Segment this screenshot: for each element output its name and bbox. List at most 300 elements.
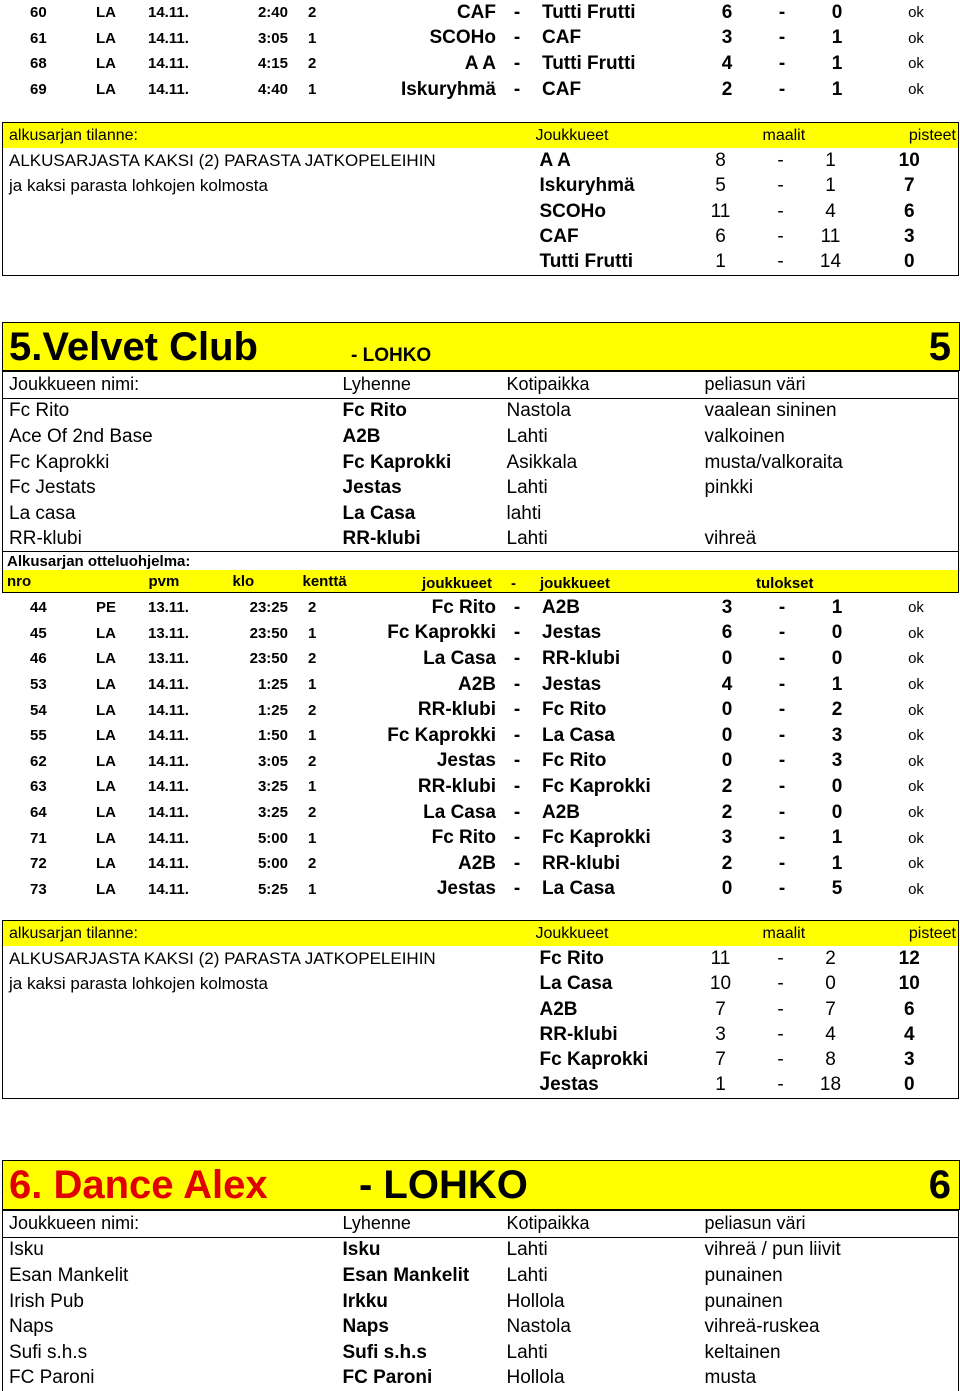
match-row	[0, 723, 960, 749]
match-status: ok	[908, 701, 924, 719]
match-field: 2	[308, 855, 317, 873]
match-away-team: Tutti Frutti	[542, 52, 636, 74]
match-nro: 69	[30, 81, 47, 99]
standings-row	[3, 199, 959, 224]
score-dash: -	[778, 622, 786, 644]
team-color: vihreä-ruskea	[704, 1316, 820, 1338]
match-nro: 61	[30, 29, 47, 47]
team-name: Fc Jestats	[9, 477, 96, 499]
match-status: ok	[908, 650, 924, 668]
match-home-team: A2B	[457, 673, 496, 695]
match-field: 1	[308, 727, 317, 745]
match-field: 2	[308, 650, 317, 668]
match-home-team: CAF	[456, 1, 496, 23]
score-dash: -	[778, 801, 786, 823]
score-dash: -	[778, 775, 786, 797]
match-home-goals: 6	[721, 1, 733, 23]
match-away-goals: 5	[831, 878, 843, 900]
team-row	[3, 424, 959, 450]
match-dash: -	[513, 750, 521, 772]
col-tulokset: tulokset	[756, 575, 814, 592]
lohko-5-title-bar	[2, 322, 960, 371]
standings-goals-against: 0	[825, 973, 836, 995]
match-dash: -	[513, 647, 521, 669]
team-row	[3, 398, 959, 424]
match-row	[0, 697, 960, 723]
match-day: LA	[96, 701, 116, 719]
match-time: 23:50	[249, 650, 288, 668]
team-name: Isku	[9, 1239, 44, 1261]
standings-goals-for: 1	[715, 1074, 726, 1096]
team-color-header: peliasun väri	[699, 372, 959, 399]
match-away-goals: 0	[831, 775, 843, 797]
standings-goals-header: maalit	[761, 921, 861, 947]
standings-goals-against: 1	[825, 175, 836, 197]
match-nro: 63	[30, 778, 47, 796]
team-short: Esan Mankelit	[342, 1264, 470, 1286]
match-nro: 62	[30, 752, 47, 770]
match-status: ok	[908, 880, 924, 898]
standings-points: 7	[903, 175, 915, 197]
match-field: 2	[308, 55, 317, 73]
score-dash: -	[778, 78, 786, 100]
match-day: LA	[96, 880, 116, 898]
lohko-5-title: 5.Velvet Club	[9, 325, 258, 369]
match-date: 14.11.	[148, 880, 189, 898]
match-nro: 54	[30, 701, 47, 719]
standings-goals-against: 18	[819, 1074, 842, 1096]
standings-blank	[3, 1022, 536, 1047]
match-home-goals: 0	[721, 724, 733, 746]
match-dash: -	[513, 852, 521, 874]
standings-team: CAF	[539, 225, 579, 247]
match-date: 14.11.	[148, 55, 189, 73]
match-status: ok	[908, 81, 924, 99]
standings-note: ja kaksi parasta lohkojen kolmosta	[9, 176, 268, 196]
match-date: 14.11.	[148, 752, 189, 770]
match-date: 14.11.	[148, 778, 189, 796]
standings-goals-for: 8	[715, 149, 726, 171]
match-day: LA	[96, 855, 116, 873]
match-away-team: La Casa	[542, 724, 615, 746]
match-day: LA	[96, 55, 116, 73]
standings-team: Jestas	[539, 1074, 599, 1096]
match-away-goals: 0	[831, 622, 843, 644]
standings-dash: -	[777, 998, 784, 1020]
standings-row	[3, 224, 959, 249]
match-away-goals: 0	[831, 801, 843, 823]
team-color: vihreä / pun liivit	[704, 1239, 841, 1261]
standings-note: ALKUSARJASTA KAKSI (2) PARASTA JATKOPELEIHIN	[9, 150, 436, 170]
team-color: valkoinen	[704, 425, 785, 447]
match-away-team: Tutti Frutti	[542, 1, 636, 23]
match-dash: -	[513, 699, 521, 721]
team-short: Isku	[342, 1239, 381, 1261]
team-row	[3, 1289, 959, 1315]
match-date: 13.11.	[148, 599, 189, 617]
standings-goals-for: 1	[715, 251, 726, 273]
match-date: 14.11.	[148, 81, 189, 99]
match-status: ok	[908, 804, 924, 822]
match-date: 14.11.	[148, 701, 189, 719]
match-dash: -	[513, 52, 521, 74]
match-field: 2	[308, 701, 317, 719]
standings-points-header: pisteet	[861, 921, 959, 947]
match-time: 23:25	[249, 599, 288, 617]
team-short: Fc Kaprokki	[342, 451, 452, 473]
match-row	[0, 621, 960, 647]
standings-points: 0	[903, 1074, 915, 1096]
match-time: 3:25	[257, 778, 288, 796]
match-time: 2:40	[257, 4, 288, 22]
standings-team: Iskuryhmä	[539, 175, 635, 197]
match-day: LA	[96, 676, 116, 694]
lohko-5-standings-table	[2, 920, 959, 1099]
team-name: Esan Mankelit	[9, 1264, 129, 1286]
standings-points: 4	[903, 1023, 915, 1045]
match-field: 1	[308, 624, 317, 642]
lohko-5-suffix: - LOHKO	[351, 345, 432, 366]
match-time: 4:40	[257, 81, 288, 99]
standings-label: alkusarjan tilanne:	[3, 921, 536, 947]
standings-goals-for: 6	[715, 225, 726, 247]
match-home-team: La Casa	[423, 647, 496, 669]
match-day: LA	[96, 752, 116, 770]
match-away-goals: 0	[831, 1, 843, 23]
match-nro: 60	[30, 4, 47, 22]
match-nro: 71	[30, 829, 47, 847]
lohko-6-suffix: - LOHKO	[359, 1163, 528, 1207]
standings-points: 10	[898, 149, 920, 171]
match-away-goals: 3	[831, 724, 843, 746]
match-dash: -	[513, 724, 521, 746]
team-row	[3, 527, 959, 553]
standings-blank	[3, 1073, 536, 1099]
match-away-goals: 1	[831, 27, 843, 49]
standings-table-previous	[2, 122, 959, 276]
match-row	[0, 672, 960, 698]
standings-goals-for: 10	[709, 973, 732, 995]
match-nro: 72	[30, 855, 47, 873]
match-home-goals: 3	[721, 827, 733, 849]
score-dash: -	[778, 596, 786, 618]
team-color-header: peliasun väri	[699, 1211, 959, 1238]
match-time: 4:15	[257, 55, 288, 73]
standings-points: 3	[903, 1049, 915, 1071]
standings-row	[3, 174, 959, 199]
team-home: Nastola	[506, 400, 571, 422]
match-home-team: Fc Kaprokki	[387, 724, 496, 746]
match-field: 1	[308, 29, 317, 47]
match-day: LA	[96, 624, 116, 642]
standings-points: 6	[903, 200, 915, 222]
match-time: 1:25	[257, 676, 288, 694]
standings-row	[3, 1073, 959, 1099]
standings-row	[3, 972, 959, 997]
match-home-goals: 0	[721, 699, 733, 721]
standings-blank	[3, 249, 536, 275]
team-name: Ace Of 2nd Base	[9, 425, 153, 447]
match-away-team: Fc Rito	[542, 699, 607, 721]
standings-blank	[3, 1047, 536, 1072]
match-nro: 64	[30, 804, 47, 822]
match-home-goals: 3	[721, 596, 733, 618]
match-time: 23:50	[249, 624, 288, 642]
match-time: 3:25	[257, 804, 288, 822]
standings-goals-for: 7	[715, 1049, 726, 1071]
standings-dash: -	[777, 1074, 784, 1096]
match-status: ok	[908, 752, 924, 770]
standings-dash: -	[777, 973, 784, 995]
match-home-team: Fc Rito	[431, 827, 496, 849]
standings-points: 12	[898, 947, 920, 969]
standings-note: ja kaksi parasta lohkojen kolmosta	[9, 974, 268, 994]
match-away-goals: 1	[831, 52, 843, 74]
match-row	[0, 877, 960, 903]
match-status: ok	[908, 55, 924, 73]
standings-row	[3, 1022, 959, 1047]
match-row	[0, 825, 960, 851]
standings-dash: -	[777, 175, 784, 197]
standings-team: A A	[539, 149, 571, 171]
team-short: Sufi s.h.s	[342, 1341, 427, 1363]
lohko-6-title-bar	[2, 1160, 960, 1210]
match-home-goals: 2	[721, 775, 733, 797]
match-away-team: A2B	[542, 596, 581, 618]
standings-dash: -	[777, 947, 784, 969]
team-short: Irkku	[342, 1290, 388, 1312]
match-dash: -	[513, 1, 521, 23]
team-short-header: Lyhenne	[337, 372, 501, 399]
team-row	[3, 1237, 959, 1263]
match-date: 14.11.	[148, 29, 189, 47]
match-date: 14.11.	[148, 855, 189, 873]
match-day: LA	[96, 650, 116, 668]
team-name: Fc Kaprokki	[9, 451, 110, 473]
team-color: pinkki	[704, 477, 754, 499]
match-row	[0, 851, 960, 877]
match-away-goals: 0	[831, 647, 843, 669]
score-dash: -	[778, 699, 786, 721]
match-away-team: Jestas	[542, 673, 602, 695]
match-field: 1	[308, 778, 317, 796]
match-day: LA	[96, 778, 116, 796]
team-name: La casa	[9, 502, 76, 524]
match-day: LA	[96, 4, 116, 22]
team-short-header: Lyhenne	[337, 1211, 501, 1238]
match-status: ok	[908, 829, 924, 847]
match-status: ok	[908, 29, 924, 47]
standings-goals-against: 1	[825, 149, 836, 171]
team-color: musta	[704, 1367, 757, 1389]
match-nro: 55	[30, 727, 47, 745]
match-row	[0, 749, 960, 775]
team-row	[3, 1340, 959, 1366]
standings-goals-against: 2	[825, 947, 836, 969]
standings-team: A2B	[539, 998, 578, 1020]
match-home-goals: 6	[721, 622, 733, 644]
match-home-goals: 3	[721, 27, 733, 49]
match-away-goals: 1	[831, 78, 843, 100]
team-home: Hollola	[506, 1290, 565, 1312]
score-dash: -	[778, 878, 786, 900]
standings-goals-header: maalit	[761, 123, 861, 149]
team-short: Fc Rito	[342, 400, 407, 422]
match-time: 5:00	[257, 829, 288, 847]
match-dash: -	[513, 801, 521, 823]
standings-goals-against: 4	[825, 200, 836, 222]
team-home: Hollola	[506, 1367, 565, 1389]
team-name: Fc Rito	[9, 400, 70, 422]
standings-team: La Casa	[539, 973, 613, 995]
match-away-goals: 1	[831, 596, 843, 618]
match-day: LA	[96, 29, 116, 47]
team-name: Irish Pub	[9, 1290, 84, 1312]
match-time: 5:00	[257, 855, 288, 873]
match-dash: -	[513, 596, 521, 618]
match-date: 13.11.	[148, 624, 189, 642]
standings-blank	[3, 199, 536, 224]
standings-goals-for: 11	[710, 200, 731, 222]
standings-teams-header: Joukkueet	[536, 921, 681, 947]
match-away-team: A2B	[542, 801, 581, 823]
col-dash: -	[511, 575, 516, 592]
match-away-goals: 3	[831, 750, 843, 772]
col-pvm: pvm	[89, 570, 223, 593]
standings-points: 0	[903, 251, 915, 273]
match-row	[0, 774, 960, 800]
team-home: Asikkala	[506, 451, 578, 473]
match-day: LA	[96, 829, 116, 847]
match-nro: 53	[30, 676, 47, 694]
score-dash: -	[778, 52, 786, 74]
standings-team: RR-klubi	[539, 1023, 618, 1045]
match-away-goals: 1	[831, 852, 843, 874]
match-dash: -	[513, 878, 521, 900]
match-away-team: Jestas	[542, 622, 602, 644]
match-dash: -	[513, 27, 521, 49]
team-row	[3, 501, 959, 527]
match-row	[0, 51, 960, 77]
team-home: Lahti	[506, 477, 548, 499]
schedule-label: Alkusarjan otteluohjelma:	[3, 552, 959, 571]
score-dash: -	[778, 827, 786, 849]
match-row	[0, 800, 960, 826]
team-row	[3, 1314, 959, 1340]
match-time: 5:25	[257, 880, 288, 898]
match-row	[0, 77, 960, 103]
match-nro: 68	[30, 55, 47, 73]
match-away-team: RR-klubi	[542, 852, 621, 874]
standings-goals-against: 4	[825, 1023, 836, 1045]
standings-team: Tutti Frutti	[539, 251, 634, 273]
standings-team: SCOHo	[539, 200, 606, 222]
match-home-team: RR-klubi	[417, 775, 496, 797]
team-color: punainen	[704, 1264, 783, 1286]
team-short: Naps	[342, 1316, 389, 1338]
match-home-goals: 2	[721, 78, 733, 100]
match-status: ok	[908, 855, 924, 873]
match-time: 1:50	[257, 727, 288, 745]
team-name-header: Joukkueen nimi:	[3, 372, 337, 399]
lohko-5-match-table	[0, 595, 960, 902]
standings-row	[3, 997, 959, 1022]
standings-goals-against: 14	[819, 251, 842, 273]
match-dash: -	[513, 673, 521, 695]
standings-goals-against: 11	[820, 225, 841, 247]
match-field: 2	[308, 752, 317, 770]
match-home-goals: 0	[721, 878, 733, 900]
match-nro: 46	[30, 650, 47, 668]
score-dash: -	[778, 852, 786, 874]
standings-points-header: pisteet	[861, 123, 959, 149]
lohko-6-title: 6. Dance Alex	[9, 1163, 268, 1207]
score-dash: -	[778, 750, 786, 772]
match-row	[0, 26, 960, 52]
match-dash: -	[513, 827, 521, 849]
match-home-team: Jestas	[436, 878, 496, 900]
match-home-team: Iskuryhmä	[400, 78, 496, 100]
standings-teams-header: Joukkueet	[536, 123, 681, 149]
team-row	[3, 450, 959, 476]
standings-points: 3	[903, 225, 915, 247]
match-status: ok	[908, 778, 924, 796]
col-kentta: kenttä	[303, 570, 503, 593]
match-away-goals: 2	[831, 699, 843, 721]
standings-goals-for: 11	[710, 947, 731, 969]
team-name: RR-klubi	[9, 528, 82, 550]
match-away-team: RR-klubi	[542, 647, 621, 669]
team-row	[3, 1366, 959, 1391]
match-nro: 73	[30, 880, 47, 898]
lohko-5-number: 5	[928, 325, 951, 369]
team-name: Naps	[9, 1316, 54, 1338]
team-short: RR-klubi	[342, 528, 421, 550]
team-color: musta/valkoraita	[704, 451, 843, 473]
score-dash: -	[778, 27, 786, 49]
match-row	[0, 595, 960, 621]
score-dash: -	[778, 673, 786, 695]
match-away-team: CAF	[542, 78, 582, 100]
match-field: 1	[308, 829, 317, 847]
match-away-team: Fc Kaprokki	[542, 775, 651, 797]
team-color: vihreä	[704, 528, 757, 550]
standings-goals-for: 3	[715, 1023, 726, 1045]
score-dash: -	[778, 647, 786, 669]
match-date: 14.11.	[148, 804, 189, 822]
match-home-goals: 2	[721, 852, 733, 874]
team-home: Lahti	[506, 1239, 548, 1261]
match-date: 14.11.	[148, 727, 189, 745]
match-dash: -	[513, 775, 521, 797]
standings-points: 6	[903, 998, 915, 1020]
match-date: 14.11.	[148, 676, 189, 694]
standings-row	[3, 946, 959, 971]
standings-dash: -	[777, 225, 784, 247]
team-color	[699, 501, 959, 527]
standings-note: ALKUSARJASTA KAKSI (2) PARASTA JATKOPELEIHIN	[9, 948, 436, 968]
team-name-header: Joukkueen nimi:	[3, 1211, 337, 1238]
match-away-team: La Casa	[542, 878, 615, 900]
match-status: ok	[908, 727, 924, 745]
standings-dash: -	[777, 149, 784, 171]
match-away-goals: 1	[831, 827, 843, 849]
score-dash: -	[778, 724, 786, 746]
match-home-team: Fc Rito	[431, 596, 496, 618]
match-field: 1	[308, 81, 317, 99]
match-day: PE	[96, 599, 117, 617]
score-dash: -	[778, 1, 786, 23]
